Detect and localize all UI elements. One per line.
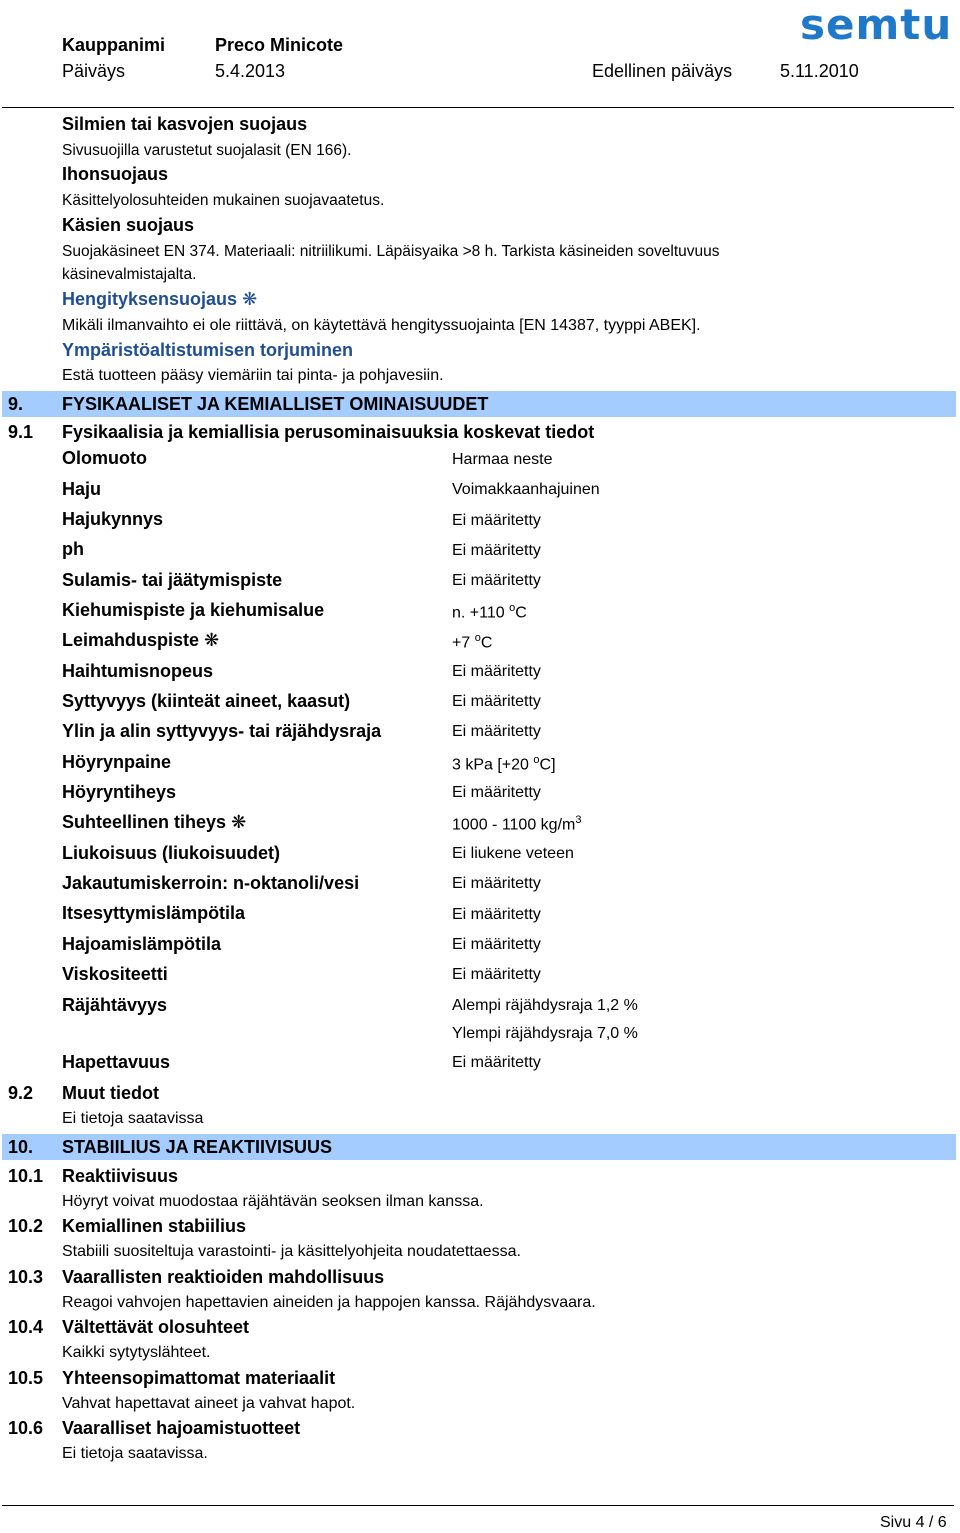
header-divider [2,107,954,108]
property-value: Ei määritetty [452,572,541,589]
page-number: Sivu 4 / 6 [880,1514,947,1531]
trade-name-value: Preco Minicote [215,35,344,55]
section-10-heading [2,1134,956,1160]
subsection-title: Vaaralliset hajoamistuotteet [62,1418,301,1438]
eye-protection-text: Sivusuojilla varustetut suojalasit (EN 166). [62,142,352,159]
semtu-logo: semtu [800,0,953,49]
hand-protection-text-2: käsinevalmistajalta. [62,266,197,283]
boiling-point-value: n. +110 [452,604,505,622]
property-value: Ei määritetty [452,966,541,983]
property-value: Ei määritetty [452,663,541,680]
degree-sign: o [474,632,481,644]
property-value: Ei määritetty [452,1054,541,1071]
date-value: 5.4.2013 [215,61,286,81]
section-10-title: STABIILIUS JA REAKTIIVISUUS [62,1137,333,1157]
skin-protection-title: Ihonsuojaus [62,164,169,184]
environmental-exposure-text: Estä tuotteen pääsy viemäriin tai pinta- ja pohjavesiin. [62,367,444,384]
respiratory-protection-label: Hengityksensuojaus [62,289,238,309]
section-9-heading [2,391,956,417]
subsection-9-2-number: 9.2 [8,1083,34,1103]
boiling-point-unit: C [515,604,527,622]
degree-sign: o [533,754,540,766]
property-name: Räjähtävyys [62,995,168,1015]
property-value: Harmaa neste [452,451,553,468]
section-9-number: 9. [8,394,24,414]
property-name: Höyrynpaine [62,752,172,772]
property-value [452,602,527,622]
eye-protection-title: Silmien tai kasvojen suojaus [62,114,308,134]
property-name: Jakautumiskerroin: n-oktanoli/vesi [62,873,360,893]
property-name: Sulamis- tai jäätymispiste [62,570,283,590]
property-name: Haihtumisnopeus [62,661,214,681]
property-value: Alempi räjähdysraja 1,2 % [452,997,638,1014]
property-value [452,814,581,834]
property-value: Ei määritetty [452,723,541,740]
subsection-9-1-number: 9.1 [8,422,34,442]
property-name: Höyryntiheys [62,782,177,802]
subsection-9-2-title: Muut tiedot [62,1083,159,1103]
subsection-title: Reaktiivisuus [62,1166,179,1186]
relative-density-label: Suhteellinen tiheys [62,812,227,832]
relative-density-value: 1000 - 1100 kg/m [452,816,576,834]
flash-point-label: Leimahduspiste [62,630,200,650]
property-name: Hajukynnys [62,509,164,529]
date-label: Päiväys [62,61,126,81]
vapour-pressure-value: 3 kPa [+20 [452,756,529,774]
property-value: Voimakkaanhajuinen [452,481,600,498]
subsection-title: Kemiallinen stabiilius [62,1216,247,1236]
asterisk-icon: ❋ [242,289,258,309]
property-value: Ei määritetty [452,936,541,953]
section-9-title: FYSIKAALISET JA KEMIALLISET OMINAISUUDET [62,394,489,414]
property-value: Ei määritetty [452,875,541,892]
subsection-number: 10.6 [8,1418,44,1438]
hand-protection-title: Käsien suojaus [62,215,195,235]
footer-divider [2,1505,954,1506]
property-name: Haju [62,479,102,499]
section-10-number: 10. [8,1137,34,1157]
property-value: Ei määritetty [452,693,541,710]
property-value [452,754,556,774]
degree-sign: o [509,602,516,614]
cubed-exponent: 3 [575,814,582,826]
property-name: Hapettavuus [62,1052,171,1072]
subsection-text: Ei tietoja saatavissa. [62,1445,208,1462]
subsection-title: Yhteensopimattomat materiaalit [62,1368,336,1388]
subsection-number: 10.1 [8,1166,44,1186]
vapour-pressure-unit: C] [539,756,556,774]
subsection-number: 10.2 [8,1216,44,1236]
hand-protection-text-1: Suojakäsineet EN 374. Materiaali: nitriilikumi. Läpäisyaika >8 h. Tarkista käsineiden soveltuvuus [62,243,720,260]
previous-date-label: Edellinen päiväys [592,61,733,81]
property-name: Syttyvyys (kiinteät aineet, kaasut) [62,691,351,711]
property-name: Ylin ja alin syttyvyys- tai räjähdysraja [62,721,382,741]
subsection-number: 10.5 [8,1368,44,1388]
skin-protection-text: Käsittelyolosuhteiden mukainen suojavaatetus. [62,192,385,209]
property-value: Ei määritetty [452,542,541,559]
flash-point-value: +7 [452,634,471,652]
asterisk-icon: ❋ [204,630,220,650]
property-value-secondary: Ylempi räjähdysraja 7,0 % [452,1025,638,1042]
flash-point-unit: C [480,634,493,652]
property-value [452,632,492,652]
property-name [62,812,246,833]
property-name [62,630,219,651]
subsection-number: 10.4 [8,1317,44,1337]
subsection-text: Reagoi vahvojen hapettavien aineiden ja happojen kanssa. Räjähdysvaara. [62,1294,596,1311]
subsection-title: Vältettävät olosuhteet [62,1317,250,1337]
property-name: Liukoisuus (liukoisuudet) [62,843,281,863]
property-name: ph [62,539,84,559]
property-name: Kiehumispiste ja kiehumisalue [62,600,325,620]
subsection-title: Vaarallisten reaktioiden mahdollisuus [62,1267,385,1287]
trade-name-label: Kauppanimi [62,35,166,55]
subsection-text: Kaikki sytytyslähteet. [62,1344,211,1361]
subsection-text: Stabiili suositeltuja varastointi- ja käsittelyohjeita noudatettaessa. [62,1243,521,1260]
property-value: Ei määritetty [452,784,541,801]
property-value: Ei määritetty [452,906,541,923]
property-name: Olomuoto [62,448,147,468]
subsection-9-2-text: Ei tietoja saatavissa [62,1110,204,1127]
subsection-number: 10.3 [8,1267,44,1287]
property-value: Ei liukene veteen [452,845,574,862]
subsection-text: Höyryt voivat muodostaa räjähtävän seoksen ilman kanssa. [62,1193,484,1210]
environmental-exposure-title: Ympäristöaltistumisen torjuminen [62,340,354,360]
property-name: Viskositeetti [62,964,168,984]
property-name: Itsesyttymislämpötila [62,903,246,923]
subsection-9-1-title: Fysikaalisia ja kemiallisia perusominaisuuksia koskevat tiedot [62,422,595,442]
property-value: Ei määritetty [452,512,541,529]
asterisk-icon: ❋ [231,812,247,832]
property-name: Hajoamislämpötila [62,934,222,954]
respiratory-protection-title [62,289,257,310]
subsection-text: Vahvat hapettavat aineet ja vahvat hapot. [62,1395,356,1412]
previous-date-value: 5.11.2010 [780,61,859,81]
respiratory-protection-text: Mikäli ilmanvaihto ei ole riittävä, on käytettävä hengityssuojainta [EN 14387, tyyppi ABEK]. [62,317,701,334]
